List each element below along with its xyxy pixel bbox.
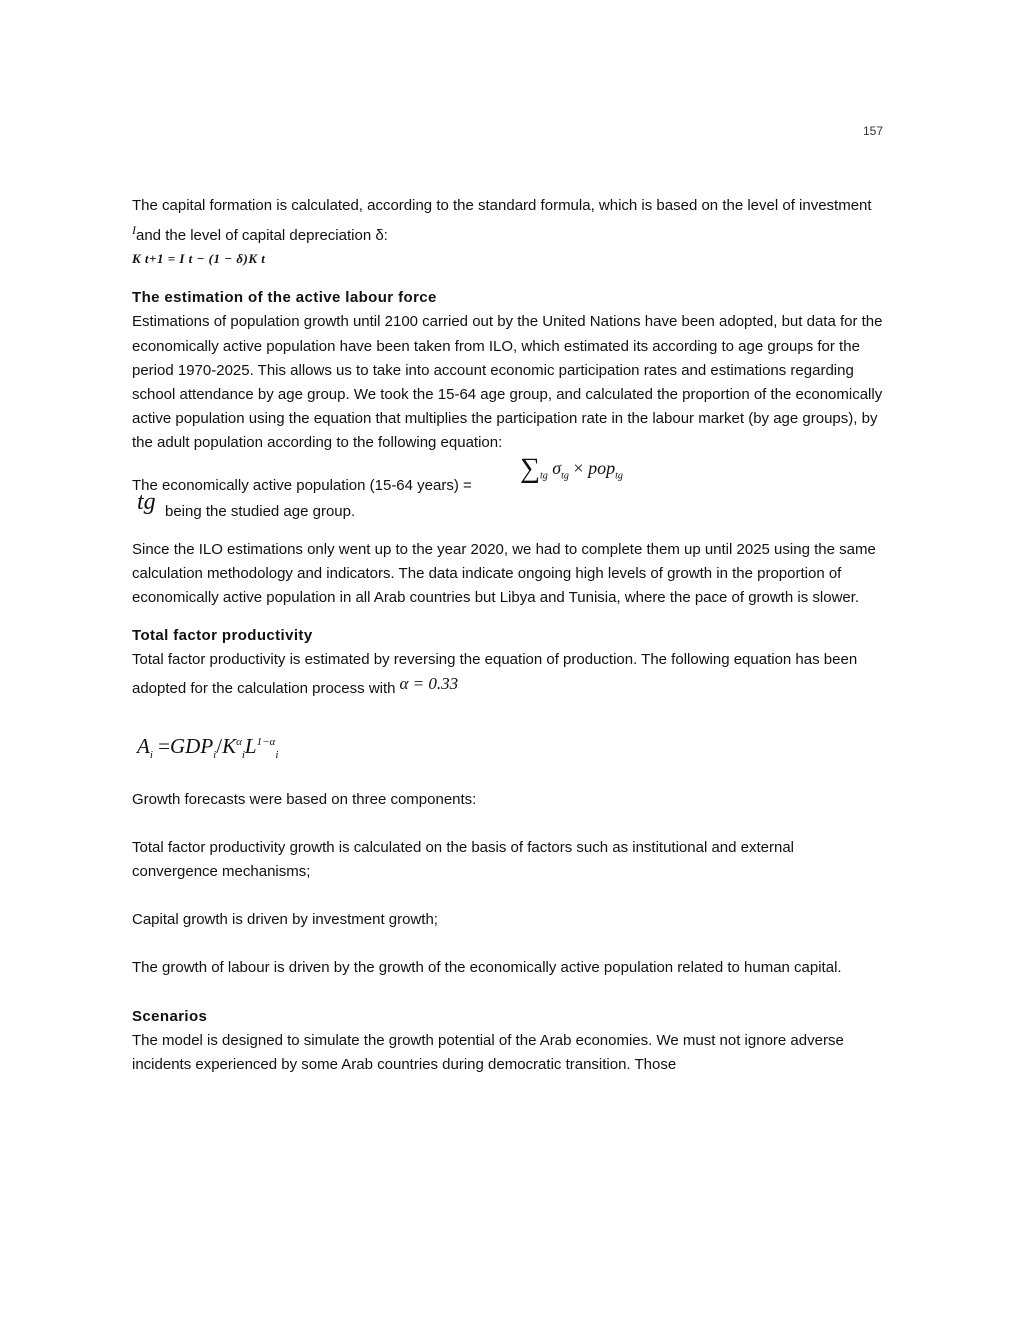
intro-text-after: and the level of capital depreciation δ: — [136, 227, 388, 245]
tg-definition: being the studied age group. — [165, 502, 356, 520]
eq-gdp: GDP — [169, 733, 214, 758]
eq-L-sub: i — [275, 748, 279, 761]
capital-equation: K t+1 = I t − (1 − δ)K t — [132, 251, 266, 267]
scenarios-paragraph: The model is designed to simulate the growth potential of the Arab economies. We must not ignore adverse incidents experienced by some Arab countries during democratic transition. Those — [132, 1031, 844, 1073]
tg-variable: tg — [137, 488, 156, 515]
tfp-heading: Total factor productivity — [132, 627, 313, 645]
component-tfp-growth: Total factor productivity growth is calculated on the basis of factors such as institutional and external convergence mechanisms; — [132, 838, 795, 881]
labour-paragraph: Estimations of population growth until 2100 carried out by the United Nations have been adopted, but data for the economically active population have been taken from ILO, which estimated its according to age groups for the period 1970-2025. This allows us to take into account economic participation rates and estimations regarding school attendance by age group. We took the 15-64 age group, and calculated the proportion of the economically active population using the equation that multiplies the participation rate in the labour market (by age groups), by the adult population according to the following equation: — [132, 313, 883, 452]
summation-subscript: tg — [539, 470, 548, 482]
eq-L: L — [244, 733, 257, 758]
production-equation — [137, 730, 884, 760]
component-capital-growth: Capital growth is driven by investment growth; — [132, 911, 438, 929]
pop-term: pop — [588, 457, 616, 478]
eq-A: A — [137, 733, 150, 758]
investment-variable: I — [132, 223, 136, 238]
eap-formula — [520, 452, 623, 489]
forecast-intro: Growth forecasts were based on three components: — [132, 790, 477, 808]
eq-K-sub: i — [241, 748, 245, 761]
intro-text-before: The capital formation is calculated, according to the standard formula, which is based on the level of investment — [132, 197, 872, 214]
eap-equation-line — [132, 452, 884, 496]
summation-symbol: ∑ — [520, 452, 540, 484]
eap-label: The economically active population (15-64 years) = — [132, 476, 472, 494]
eq-L-sup: 1−α — [256, 735, 276, 748]
tg-definition-line — [132, 488, 884, 526]
sigma-symbol: σ — [552, 457, 562, 478]
intro-paragraph — [132, 194, 884, 248]
labour-heading: The estimation of the active labour force — [132, 289, 437, 307]
tfp-paragraph-text: Total factor productivity is estimated by reversing the equation of production. The following equation has been adopted for the calculation process with — [132, 651, 858, 698]
tfp-paragraph — [132, 648, 884, 701]
ilo-paragraph: Since the ILO estimations only went up to the year 2020, we had to complete them up until 2025 using the same calculation methodology and indicators. The data indicate ongoing high levels of growth in the proportion of economically active population in all Arab countries but Libya and Tunisia, where the pace of growth is slower. — [132, 540, 876, 607]
eq-slash: / — [216, 733, 223, 758]
component-labour-growth: The growth of labour is driven by the growth of the economically active population related to human capital. — [132, 959, 842, 977]
eq-K-sup: α — [236, 735, 242, 748]
document-body — [132, 194, 884, 1077]
alpha-value: α = 0.33 — [399, 674, 459, 694]
eq-K: K — [222, 733, 237, 758]
eq-A-sub: i — [149, 748, 153, 761]
pop-subscript: tg — [615, 470, 623, 482]
eq-equals: = — [158, 733, 170, 758]
sigma-subscript: tg — [561, 470, 569, 482]
scenarios-heading: Scenarios — [132, 1007, 208, 1025]
page-number: 157 — [862, 124, 883, 138]
eq-gdp-sub: i — [213, 748, 217, 761]
times-symbol: × — [573, 457, 584, 478]
